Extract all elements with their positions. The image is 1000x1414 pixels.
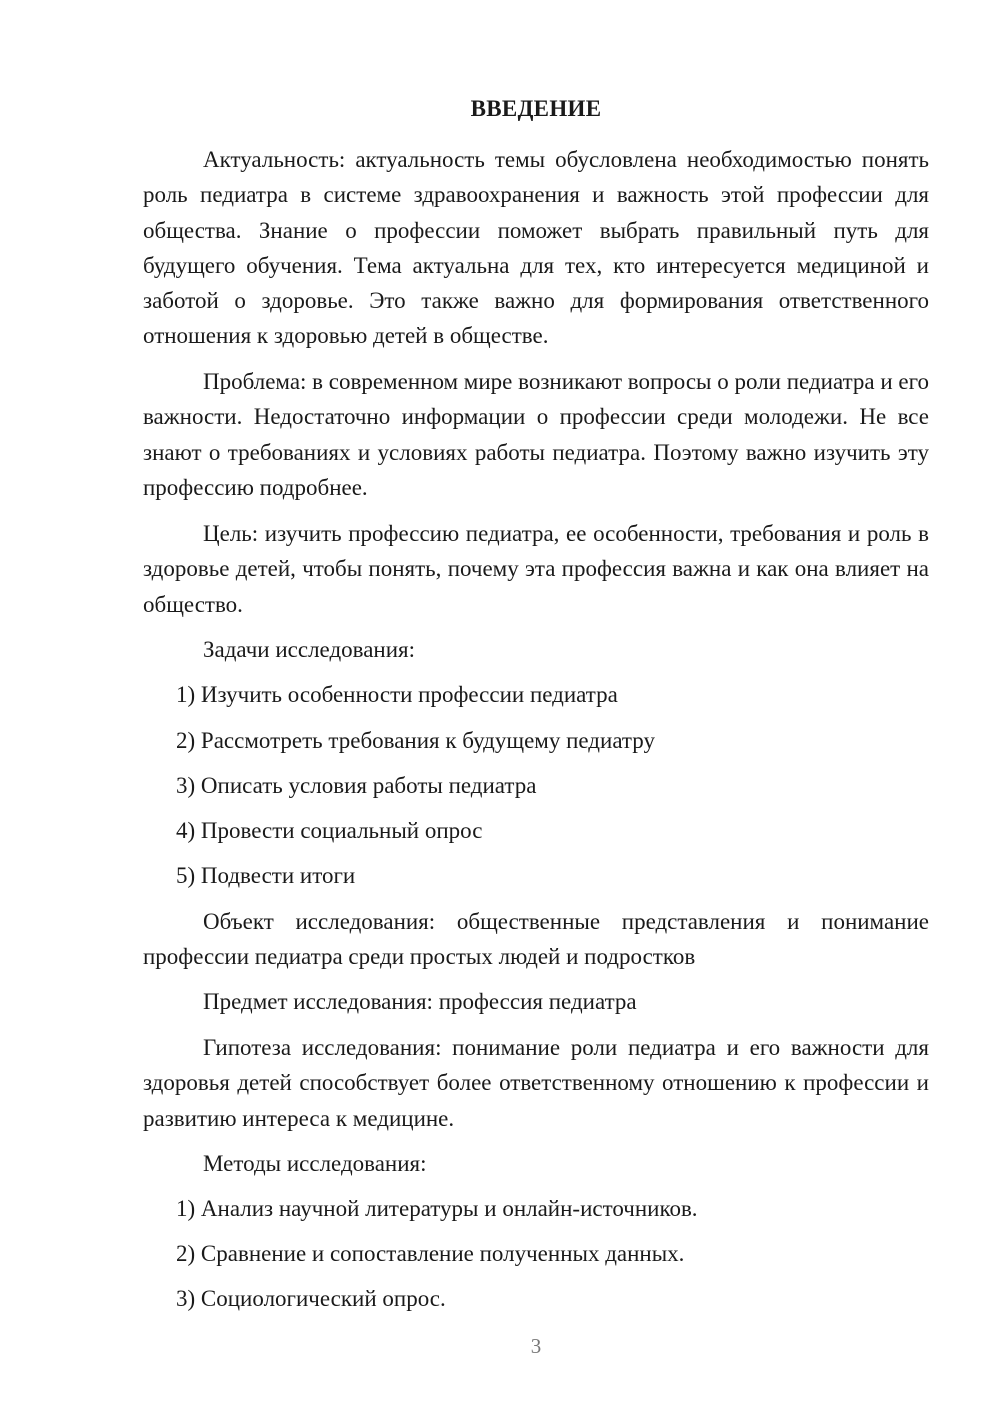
- subject-paragraph: Предмет исследования: профессия педиатра: [203, 989, 637, 1014]
- tasks-heading-block: [143, 632, 929, 667]
- object-paragraph: Объект исследования: общественные представления и понимание профессии педиатра среди простых людей и подростков: [143, 909, 929, 970]
- task-item-4-block: [143, 813, 929, 848]
- method-item: 2) Сравнение и сопоставление полученных данных.: [176, 1241, 685, 1266]
- task-item: 4) Провести социальный опрос: [176, 818, 483, 843]
- subject-block: [143, 984, 929, 1019]
- method-item: 3) Социологический опрос.: [176, 1286, 446, 1311]
- methods-heading-block: [143, 1146, 929, 1181]
- methods-heading: Методы исследования:: [203, 1151, 427, 1176]
- task-item: 5) Подвести итоги: [176, 863, 356, 888]
- hypothesis-block: [143, 1030, 929, 1136]
- hypothesis-paragraph: Гипотеза исследования: понимание роли педиатра и его важности для здоровья детей способствует более ответственному отношению к профессии и развитию интереса к медицине.: [143, 1035, 929, 1131]
- task-item-2-block: [143, 723, 929, 758]
- relevance-paragraph: Актуальность: актуальность темы обусловлена необходимостью понять роль педиатра в системе здравоохранения и важность этой профессии для общества. Знание о профессии поможет выбрать правильный путь для будущего обучения. Тема актуальна для тех, кто интересуется медициной и заботой о здоровье. Это также важно для формирования ответственного отношения к здоровью детей в обществе.: [143, 147, 929, 349]
- task-item: 3) Описать условия работы педиатра: [176, 773, 537, 798]
- task-item-5-block: [143, 858, 929, 893]
- method-item-3-block: [143, 1281, 929, 1316]
- task-item-3-block: [143, 768, 929, 803]
- goal-paragraph: Цель: изучить профессию педиатра, ее особенности, требования и роль в здоровье детей, чтобы понять, почему эта профессия важна и как она влияет на общество.: [143, 521, 929, 617]
- problem-paragraph: Проблема: в современном мире возникают вопросы о роли педиатра и его важности. Недостаточно информации о профессии среди молодежи. Не все знают о требованиях и условиях работы педиатра. Поэтому важно изучить эту профессию подробнее.: [143, 369, 929, 500]
- task-item: 1) Изучить особенности профессии педиатра: [176, 682, 618, 707]
- goal-block: [143, 516, 929, 622]
- object-block: [143, 904, 929, 975]
- method-item-1-block: [143, 1191, 929, 1226]
- task-item-1-block: [143, 677, 929, 712]
- task-item: 2) Рассмотреть требования к будущему педиатру: [176, 728, 655, 753]
- method-item-2-block: [143, 1236, 929, 1271]
- page-number: 3: [530, 1334, 542, 1358]
- page-title: ВВЕДЕНИЕ: [470, 96, 602, 121]
- problem-block: [143, 364, 929, 505]
- method-item: 1) Анализ научной литературы и онлайн-источников.: [176, 1196, 698, 1221]
- tasks-heading: Задачи исследования:: [203, 637, 416, 662]
- relevance-block: [143, 142, 929, 354]
